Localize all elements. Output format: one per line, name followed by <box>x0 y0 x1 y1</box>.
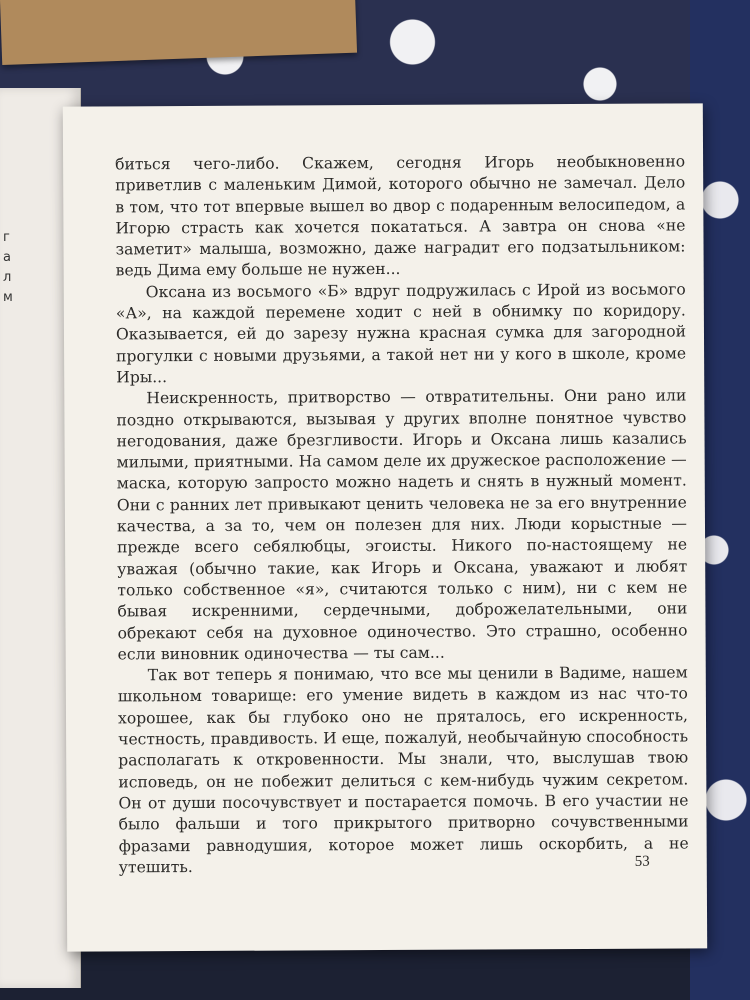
page-number: 53 <box>634 853 650 870</box>
margin-mark: л <box>3 270 12 285</box>
paragraph-2: Оксана из восьмого «Б» вдруг подружилась с Ирой из восьмого «А», на каждой перемене ходит с ней в обнимку по коридору. Оказывается, ей до зарезу нужна красная сумка для загородной прогулки с новыми друзьями, а такой нет ни у кого в школе, кроме Иры... <box>115 280 687 387</box>
left-page-text-fragments <box>0 228 23 378</box>
paragraph-3: Неискренность, притворство — отвратительны. Они рано или поздно открываются, вызывая у других вполне понятное чувство негодования, даже брезгливости. Игорь и Оксана лишь казались милыми, приятными. На самом деле их дружеское расположение — маска, которую запросто можно надеть и снять в нужный момент. Они с ранних лет привыкают ценить человека не за его внутренние качества, а за то, чем он полезен для них. Люди корыстные — прежде всего себялюбцы, эгоисты. Никого по-настоящему не уважая (обычно такие, как Игорь и Оксана, уважают и любят только собственное «я», считаются только с ним), ни с кем не бывая искренними, сердечными, доброжелательными, они обрекают себя на духовное одиночество. Это страшно, особенно если виновник одиночества — ты сам... <box>116 386 688 664</box>
book-page <box>63 103 707 951</box>
margin-mark: а <box>3 250 11 265</box>
page-text <box>115 151 689 878</box>
paragraph-4: Так вот теперь я понимаю, что все мы ценили в Вадиме, нашем школьном товарище: его умение видеть в каждом из нас что-то хорошее, как бы глубоко оно не пряталось, его искренность, честность, правдивость. И еще, пожалуй, необычайную способность располагать к откровенности. Мы знали, что, выслушав твою исповедь, он не побежит делиться с кем-нибудь чужим секретом. Он от души посочувствует и постарается помочь. В его участии не было фальши и того прикрытого притворно сочувственными фразами равнодушия, которое может лишь оскорбить, а не утешить. <box>117 663 689 877</box>
paragraph-1: биться чего-либо. Скажем, сегодня Игорь необыкновенно приветлив с маленьким Димой, которого обычно не замечал. Дело в том, что тот впервые вышел во двор с подаренным велосипедом, а Игорю страсть как хочется покататься. А завтра он снова «не заметит» малыша, возможно, даже наградит его подзатыльником: ведь Дима ему больше не нужен... <box>115 152 686 280</box>
margin-mark: г <box>3 230 10 245</box>
margin-mark: м <box>3 290 13 305</box>
